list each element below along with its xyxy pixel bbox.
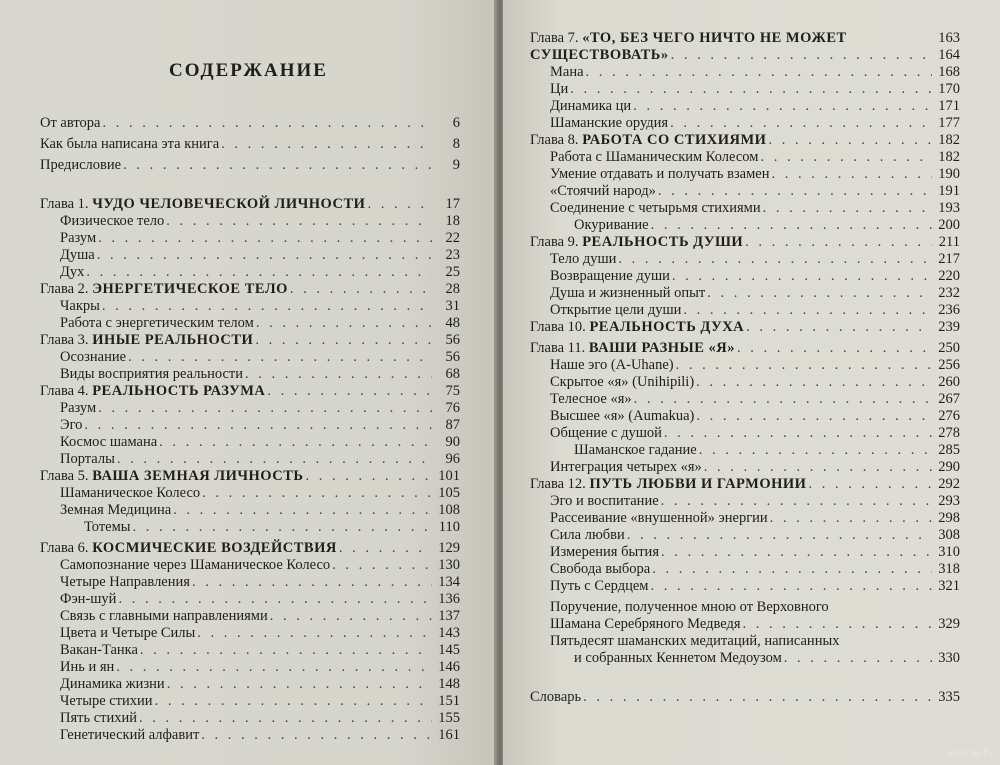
toc-entry: Эго . . . 87 <box>40 417 460 434</box>
toc-entry: Соединение с четырьмя стихиями . . . 193 <box>530 200 960 217</box>
toc-entry: Вакан-Танка . . . 145 <box>40 642 460 659</box>
toc-right <box>530 30 960 706</box>
toc-entry: Пять стихий . . . 155 <box>40 710 460 727</box>
toc-entry: Физическое тело . . . 18 <box>40 213 460 230</box>
left-page <box>0 0 497 765</box>
toc-entry: Виды восприятия реальности . . . 68 <box>40 366 460 383</box>
chapter-entry: Глава 9. РЕАЛЬНОСТЬ ДУШИ . . . 211 <box>530 234 960 251</box>
toc-entry: Сила любви . . . 308 <box>530 527 960 544</box>
toc-entry: Шаманское гадание . . . 285 <box>530 442 960 459</box>
toc-entry-cont: Шамана Серебряного Медведя . . . 329 <box>530 616 960 633</box>
toc-entry: Цвета и Четыре Силы . . . 143 <box>40 625 460 642</box>
toc-entry: Порталы . . . 96 <box>40 451 460 468</box>
toc-entry: Как была написана эта книга . . . 8 <box>40 136 460 153</box>
toc-entry: Космос шамана . . . 90 <box>40 434 460 451</box>
chapter-entry: Глава 1. ЧУДО ЧЕЛОВЕЧЕСКОЙ ЛИЧНОСТИ . . . 17 <box>40 196 460 213</box>
toc-entry: Динамика жизни . . . 148 <box>40 676 460 693</box>
chapter-entry: Глава 12. ПУТЬ ЛЮБВИ И ГАРМОНИИ . . . 292 <box>530 476 960 493</box>
page-title: СОДЕРЖАНИЕ <box>169 60 328 81</box>
toc-entry: Умение отдавать и получать взамен . . . 190 <box>530 166 960 183</box>
right-page <box>503 0 1000 765</box>
chapter-entry: Глава 7. «ТО, БЕЗ ЧЕГО НИЧТО НЕ МОЖЕТ 163 <box>530 30 960 46</box>
toc-entry: Самопознание через Шаманическое Колесо . . . 130 <box>40 557 460 574</box>
chapter-entry-cont: СУЩЕСТВОВАТЬ» . . . 164 <box>530 47 960 64</box>
toc-entry: Земная Медицина . . . 108 <box>40 502 460 519</box>
chapter-entry: Глава 2. ЭНЕРГЕТИЧЕСКОЕ ТЕЛО . . . 28 <box>40 281 460 298</box>
watermark: www.ay.by <box>946 748 994 759</box>
toc-entry: От автора . . . 6 <box>40 115 460 132</box>
toc-entry: Путь с Сердцем . . . 321 <box>530 578 960 595</box>
toc-entry: Словарь . . . 335 <box>530 689 960 706</box>
chapter-entry: Глава 11. ВАШИ РАЗНЫЕ «Я» . . . 250 <box>530 340 960 357</box>
toc-entry: Пятьдесят шаманских медитаций, написанных <box>550 633 840 649</box>
toc-entry: Инь и ян . . . 146 <box>40 659 460 676</box>
toc-entry: Эго и воспитание . . . 293 <box>530 493 960 510</box>
toc-entry: Фэн-шуй . . . 136 <box>40 591 460 608</box>
toc-entry: Свобода выбора . . . 318 <box>530 561 960 578</box>
toc-entry: Разум . . . 22 <box>40 230 460 247</box>
toc-entry: Интеграция четырех «я» . . . 290 <box>530 459 960 476</box>
chapter-entry: Глава 6. КОСМИЧЕСКИЕ ВОЗДЕЙСТВИЯ . . . 129 <box>40 540 460 557</box>
chapter-entry: Глава 4. РЕАЛЬНОСТЬ РАЗУМА . . . 75 <box>40 383 460 400</box>
toc-entry: Измерения бытия . . . 310 <box>530 544 960 561</box>
toc-entry: Чакры . . . 31 <box>40 298 460 315</box>
toc-entry: Работа с Шаманическим Колесом . . . 182 <box>530 149 960 166</box>
toc-entry: Предисловие . . . 9 <box>40 157 460 174</box>
toc-entry: Тело души . . . 217 <box>530 251 960 268</box>
toc-entry: Связь с главными направлениями . . . 137 <box>40 608 460 625</box>
toc-entry: «Стоячий народ» . . . 191 <box>530 183 960 200</box>
toc-entry: Осознание . . . 56 <box>40 349 460 366</box>
toc-entry: Поручение, полученное мною от Верховного <box>550 599 829 615</box>
toc-entry: Телесное «я» . . . 267 <box>530 391 960 408</box>
toc-entry: Генетический алфавит . . . 161 <box>40 727 460 744</box>
toc-entry: Шаманские орудия . . . 177 <box>530 115 960 132</box>
toc-entry: Разум . . . 76 <box>40 400 460 417</box>
chapter-entry: Глава 10. РЕАЛЬНОСТЬ ДУХА . . . 239 <box>530 319 960 336</box>
toc-entry: Душа . . . 23 <box>40 247 460 264</box>
toc-entry: Рассеивание «внушенной» энергии . . . 298 <box>530 510 960 527</box>
toc-entry: Динамика ци . . . 171 <box>530 98 960 115</box>
chapter-entry: Глава 8. РАБОТА СО СТИХИЯМИ . . . 182 <box>530 132 960 149</box>
toc-entry: Дух . . . 25 <box>40 264 460 281</box>
toc-entry: Высшее «я» (Aumakua) . . . 276 <box>530 408 960 425</box>
toc-entry: Скрытое «я» (Unihipili) . . . 260 <box>530 374 960 391</box>
toc-left <box>40 115 460 744</box>
toc-entry: Работа с энергетическим телом . . . 48 <box>40 315 460 332</box>
toc-entry: Окуривание . . . 200 <box>530 217 960 234</box>
toc-entry: Душа и жизненный опыт . . . 232 <box>530 285 960 302</box>
toc-entry: Наше эго (A-Uhane) . . . 256 <box>530 357 960 374</box>
toc-entry: Ци . . . 170 <box>530 81 960 98</box>
chapter-entry: Глава 5. ВАША ЗЕМНАЯ ЛИЧНОСТЬ . . . 101 <box>40 468 460 485</box>
toc-entry: Общение с душой . . . 278 <box>530 425 960 442</box>
toc-entry: Возвращение души . . . 220 <box>530 268 960 285</box>
toc-entry: Мана . . . 168 <box>530 64 960 81</box>
toc-entry: Четыре стихии . . . 151 <box>40 693 460 710</box>
toc-entry: Открытие цели души . . . 236 <box>530 302 960 319</box>
toc-entry-cont: и собранных Кеннетом Медоузом . . . 330 <box>530 650 960 667</box>
toc-entry: Тотемы . . . 110 <box>40 519 460 536</box>
toc-entry: Шаманическое Колесо . . . 105 <box>40 485 460 502</box>
chapter-entry: Глава 3. ИНЫЕ РЕАЛЬНОСТИ . . . 56 <box>40 332 460 349</box>
toc-entry: Четыре Направления . . . 134 <box>40 574 460 591</box>
